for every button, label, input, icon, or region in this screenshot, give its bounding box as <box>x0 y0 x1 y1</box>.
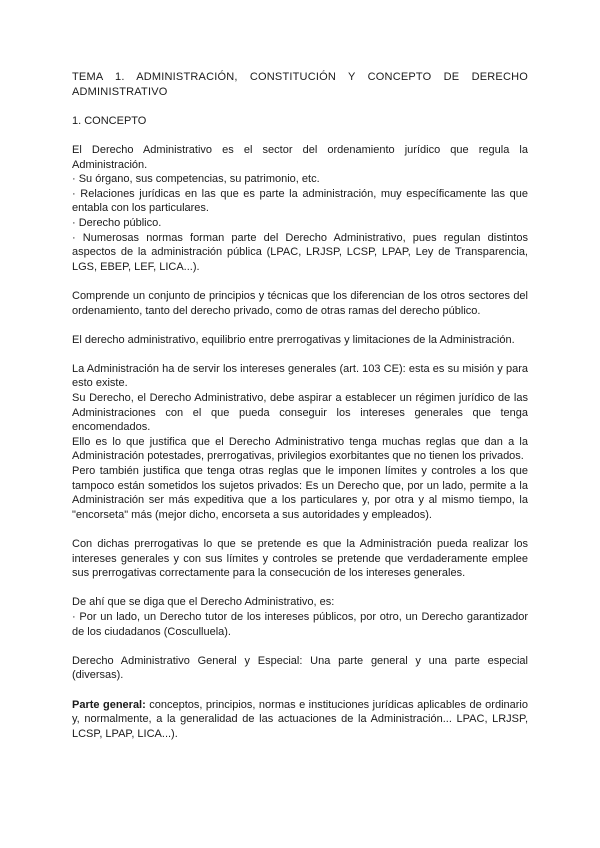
bullet-item: · Derecho público. <box>72 216 162 229</box>
bullet-item: · Su órgano, sus competencias, su patrimonio, etc. <box>72 173 320 186</box>
definition-bullet: · Por un lado, un Derecho tutor de los intereses públicos, por otro, un Derecho garantizador de los ciudadanos (Cosculluela). <box>72 610 528 638</box>
principles-paragraph: Comprende un conjunto de principios y técnicas que los diferencian de los otros sectores del ordenamiento, tanto del derecho privado, como de otras ramas del derecho público. <box>72 289 528 317</box>
prerogatives-paragraph: Con dichas prerrogativas lo que se pretende es que la Administración pueda realizar los intereses generales y con sus límites y controles se pretende que verdaderamente emplee sus prerrogativas correctamente para la consecución de los intereses generales. <box>72 538 528 580</box>
general-interest-paragraph: Pero también justifica que tenga otras reglas que le imponen límites y controles a los que tampoco están sometidos los sujetos privados: Es un Derecho que, por un lado, permite a la Administración ser más expeditiva que a los particulares y, por otra y al mismo tiempo, la "encorseta" más (mejor dicho, encorseta a sus autoridades y empleados). <box>72 465 528 521</box>
general-interest-paragraph: Ello es lo que justifica que el Derecho Administrativo tenga muchas reglas que dan a la Administración potestades, prerrogativas, privilegios exorbitantes que no tienen los privados. <box>72 435 528 463</box>
section-heading: 1. CONCEPTO <box>72 114 147 127</box>
bullet-item: · Numerosas normas forman parte del Derecho Administrativo, pues regulan distintos aspectos de la administración pública (LPAC, LRJSP, LCSP, LPAP, Ley de Transparencia, LGS, EBEP, LEF, LICA...). <box>72 231 528 273</box>
general-interest-paragraph: La Administración ha de servir los intereses generales (art. 103 CE): esta es su misión y para esto existe. <box>72 362 528 390</box>
document-page <box>72 70 528 741</box>
definition-paragraph: El Derecho Administrativo es el sector del ordenamiento jurídico que regula la Administración. <box>72 143 528 171</box>
balance-paragraph: El derecho administrativo, equilibrio entre prerrogativas y limitaciones de la Administración. <box>72 333 515 346</box>
general-part-text: conceptos, principios, normas e instituciones jurídicas aplicables de ordinario y, normalmente, a la generalidad de las actuaciones de la Administración... LPAC, LRJSP, LCSP, LPAP, LICA...). <box>72 698 528 740</box>
general-part-label: Parte general: <box>72 698 146 711</box>
page-title: TEMA 1. ADMINISTRACIÓN, CONSTITUCIÓN Y CONCEPTO DE DERECHO ADMINISTRATIVO <box>72 71 528 98</box>
general-part-paragraph <box>72 698 528 742</box>
general-interest-paragraph: Su Derecho, el Derecho Administrativo, debe aspirar a establecer un régimen jurídico de las Administraciones con el que pueda conseguir los intereses generales que tenga encomendados. <box>72 392 528 434</box>
general-special-paragraph: Derecho Administrativo General y Especial: Una parte general y una parte especial (diversas). <box>72 654 528 682</box>
definition-intro: De ahí que se diga que el Derecho Administrativo, es: <box>72 596 335 609</box>
bullet-item: · Relaciones jurídicas en las que es parte la administración, muy específicamente las que entabla con los particulares. <box>72 187 528 215</box>
